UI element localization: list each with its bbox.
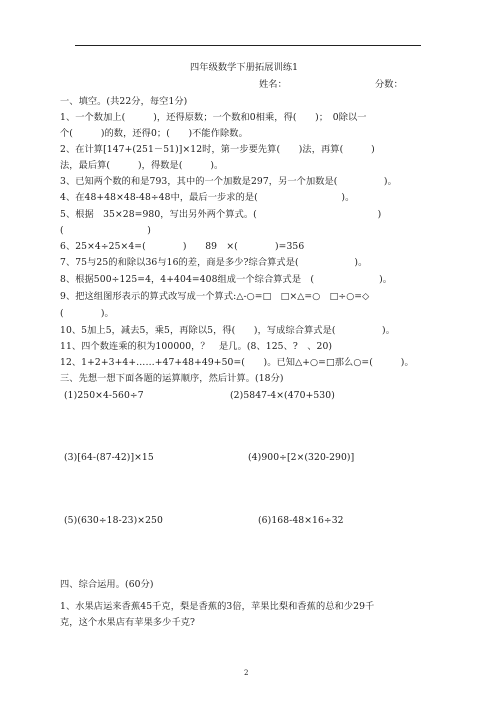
question-1-line-2: 个( )的数，还得0；( )不能作除数。 (60, 128, 248, 139)
calc-problem-5: (5)(630÷18-23)×250 (64, 515, 163, 526)
question-5-line-1: 5、根据 35×28=980，写出另外两个算式。( ) (60, 209, 382, 220)
score-label: 分数： (375, 79, 403, 90)
worksheet-title: 四年级数学下册拓展训练1 (190, 62, 299, 73)
question-7: 7、75与25的和除以36与16的差，商是多少?综合算式是( )。 (60, 257, 368, 268)
question-2-line-1: 2、在计算[147+(251－51)]×12时，第一步要先算( )法，再算( ) (60, 144, 375, 155)
section-fill-in-heading: 一、填空。(共22分，每空1分) (60, 96, 188, 107)
calc-problem-3: (3)[64-(87-42)]×15 (64, 452, 154, 463)
question-1-line-1: 1、一个数加上( )，还得原数；一个数和0相乘，得( )； 0除以一 (60, 112, 367, 123)
calc-problem-6: (6)168-48×16÷32 (258, 515, 344, 526)
section-calculation-heading: 三、先想一想下面各题的运算顺序，然后计算。(18分) (60, 373, 284, 384)
header-rule (75, 45, 421, 46)
section-application-heading: 四、综合运用。(60分) (60, 579, 154, 590)
question-10: 10、5加上5，减去5，乘5，再除以5，得( )，写成综合算式是( )。 (60, 325, 395, 336)
calc-problem-4: (4)900÷[2×(320-290)] (248, 452, 355, 463)
question-6: 6、25×4÷25×4=( ) 89 ×( )=356 (60, 241, 305, 252)
calc-problem-1: (1)250×4-560÷7 (64, 390, 144, 401)
question-8: 8、根据500÷125=4，4+404=408组成一个综合算式是 ( )。 (60, 274, 393, 285)
question-5-line-2: ( ) (60, 225, 151, 236)
page-number: 2 (244, 669, 249, 677)
name-label: 姓名： (259, 79, 287, 90)
question-12: 12、1+2+3+4+……+47+48+49+50=( )。已知△+○=□那么○=( )。 (60, 357, 414, 368)
application-1-line-2: 克，这个水果店有苹果多少千克? (60, 617, 196, 628)
question-4: 4、在48+48×48-48÷48中，最后一步求的是( )。 (60, 192, 355, 203)
question-2-line-2: 法，最后算( )，得数是( )。 (60, 160, 224, 171)
question-3: 3、已知两个数的和是793，其中的一个加数是297，另一个加数是( )。 (60, 176, 397, 187)
question-9-line-2: ( )。 (60, 308, 114, 319)
application-1-line-1: 1、水果店运来香蕉45千克，梨是香蕉的3倍，苹果比梨和香蕉的总和少29千 (60, 601, 375, 612)
question-9-line-1: 9、把这组图形表示的算式改写成一个算式:△-○=□ □×△=○ □÷○=◇ (60, 291, 370, 302)
question-11: 11、四个数连乘的积为100000，？ 是几。(8、125、? 、20) (60, 341, 333, 352)
calc-problem-2: (2)5847-4×(470+530) (230, 390, 335, 401)
